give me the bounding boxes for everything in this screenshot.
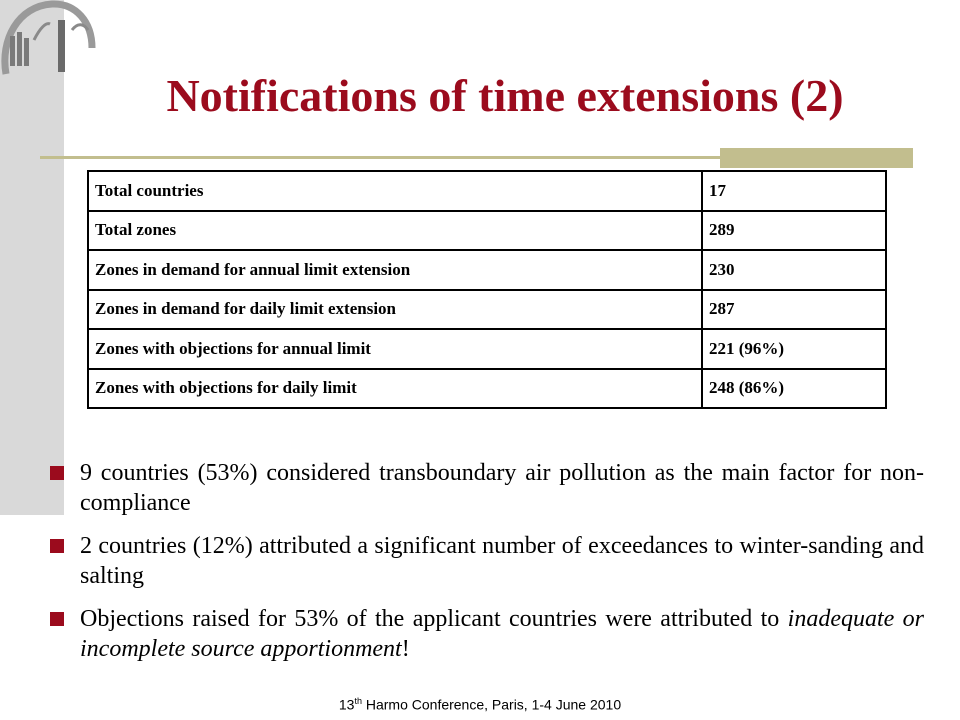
bullet-text: 9 countries (53%) considered transboundary air pollution as the main factor for non-compliance — [80, 460, 924, 516]
row-value: 230 — [702, 250, 886, 290]
statistics-table — [87, 170, 887, 409]
title-divider-accent — [720, 148, 913, 168]
bullet-item — [44, 458, 924, 518]
footer-text: Harmo Conference, Paris, 1-4 June 2010 — [361, 696, 622, 713]
row-label: Zones in demand for daily limit extension — [88, 290, 702, 330]
bullet-text-end: ! — [401, 636, 410, 662]
row-label: Zones with objections for annual limit — [88, 329, 702, 369]
row-label: Zones with objections for daily limit — [88, 369, 702, 409]
row-label: Total zones — [88, 211, 702, 251]
bullet-text: 2 countries (12%) attributed a significant number of exceedances to winter-sanding and salting — [80, 533, 924, 589]
table-row — [88, 290, 886, 330]
bullet-square-icon — [50, 539, 64, 553]
bullet-list — [44, 458, 924, 677]
footer — [0, 696, 960, 713]
title-divider — [40, 156, 720, 159]
row-value: 289 — [702, 211, 886, 251]
row-label: Zones in demand for annual limit extension — [88, 250, 702, 290]
table-row — [88, 329, 886, 369]
footer-ordinal: th — [354, 696, 362, 706]
bullet-item — [44, 531, 924, 591]
table-row — [88, 369, 886, 409]
bullet-text: Objections raised for 53% of the applicant countries were attributed to — [80, 606, 788, 632]
bullet-emphasis: inadequate or incomplete source apportionment — [80, 606, 924, 662]
table-row — [88, 171, 886, 211]
row-value: 221 (96%) — [702, 329, 886, 369]
table-row — [88, 250, 886, 290]
table-row — [88, 211, 886, 251]
slide-title: Notifications of time extensions (2) — [166, 70, 844, 121]
row-value: 287 — [702, 290, 886, 330]
footer-number: 13 — [338, 696, 355, 713]
bullet-item — [44, 604, 924, 664]
bullet-square-icon — [50, 466, 64, 480]
row-label: Total countries — [88, 171, 702, 211]
bullet-square-icon — [50, 612, 64, 626]
row-value: 17 — [702, 171, 886, 211]
row-value: 248 (86%) — [702, 369, 886, 409]
